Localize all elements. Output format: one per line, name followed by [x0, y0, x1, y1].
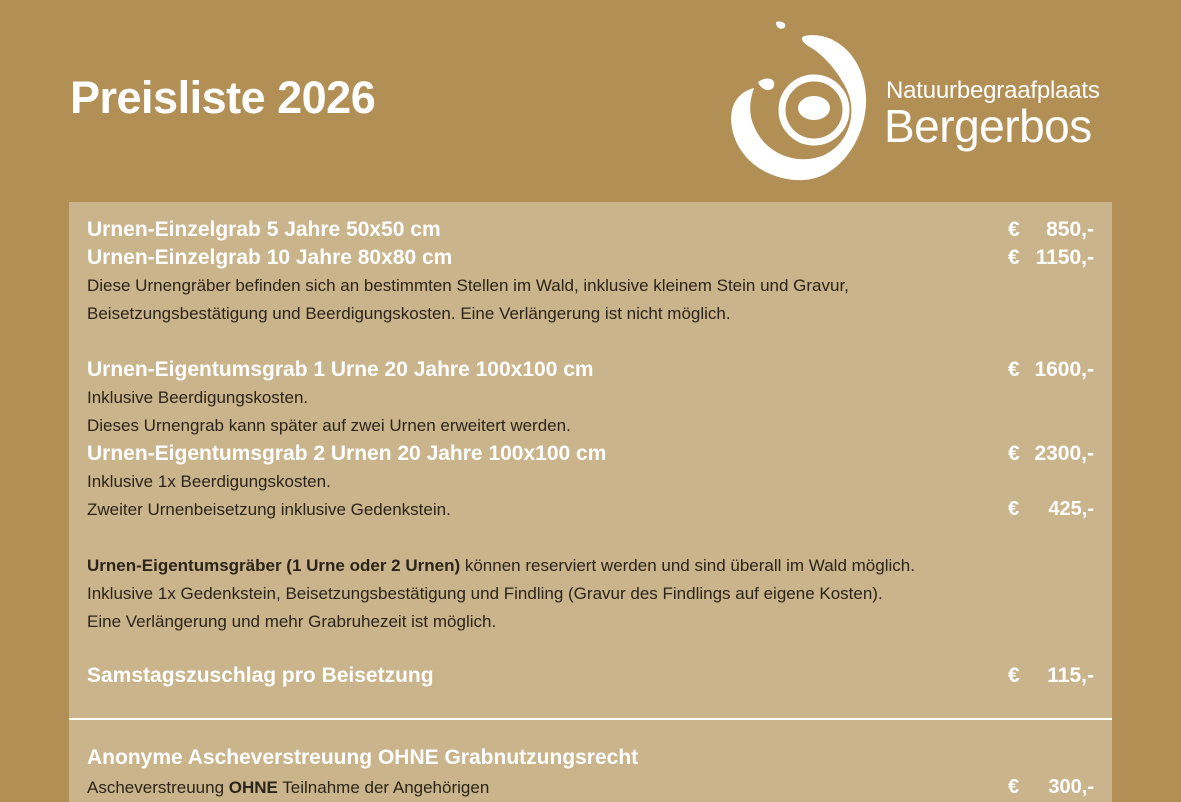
logo [724, 16, 1124, 186]
section-divider [69, 718, 1112, 720]
price-row: Ascheverstreuung OHNE Teilnahme der Angehörigen € 300,- [87, 776, 1094, 798]
page-title: Preisliste 2026 [70, 72, 376, 123]
description-line: Diese Urnengräber befinden sich an bestimmten Stellen im Wald, inklusive kleinem Stein und Gravur, [87, 276, 849, 295]
item-heading: Urnen-Eigentumsgrab 2 Urnen 20 Jahre 100x100 cm [87, 442, 607, 465]
description-line: Inklusive 1x Gedenkstein, Beisetzungsbestätigung und Findling (Gravur des Findlings auf eigene Kosten). [87, 584, 883, 603]
price-panel [69, 202, 1112, 802]
price-row [87, 218, 1094, 242]
item-price: € 850,- [1008, 218, 1094, 241]
swirl-logo-icon [724, 16, 894, 186]
item-price: € 115,- [1008, 664, 1094, 687]
price-row [87, 246, 1094, 270]
item-heading: Anonyme Ascheverstreuung OHNE Grabnutzungsrecht [87, 746, 639, 769]
item-heading: Urnen-Eigentumsgrab 1 Urne 20 Jahre 100x100 cm [87, 358, 594, 381]
item-price: € 2300,- [1008, 442, 1094, 465]
price-row [87, 442, 1094, 466]
item-price: € 1600,- [1008, 358, 1094, 381]
logo-name: Bergerbos [884, 100, 1092, 152]
description-line: Urnen-Eigentumsgräber (1 Urne oder 2 Urnen) können reserviert werden und sind überall im Wald möglich. [87, 556, 915, 575]
price-row [87, 358, 1094, 382]
price-row [87, 664, 1094, 688]
description-line: Eine Verlängerung und mehr Grabruhezeit ist möglich. [87, 612, 497, 631]
item-price: € 300,- [1008, 776, 1094, 798]
description-line: Inklusive 1x Beerdigungskosten. [87, 472, 331, 491]
logo-subtitle: Natuurbegraafplaats [886, 77, 1100, 104]
item-price: € 425,- [1008, 498, 1094, 520]
description-line: Inklusive Beerdigungskosten. [87, 388, 309, 407]
description-line: Beisetzungsbestätigung und Beerdigungskosten. Eine Verlängerung ist nicht möglich. [87, 304, 731, 323]
item-price: € 1150,- [1008, 246, 1094, 269]
price-row [87, 746, 1094, 770]
item-heading: Urnen-Einzelgrab 10 Jahre 80x80 cm [87, 246, 453, 269]
description-line: Dieses Urnengrab kann später auf zwei Urnen erweitert werden. [87, 416, 571, 435]
price-row: Zweiter Urnenbeisetzung inklusive Gedenkstein. € 425,- [87, 498, 1094, 520]
item-heading: Samstagszuschlag pro Beisetzung [87, 664, 434, 687]
item-heading: Urnen-Einzelgrab 5 Jahre 50x50 cm [87, 218, 441, 241]
